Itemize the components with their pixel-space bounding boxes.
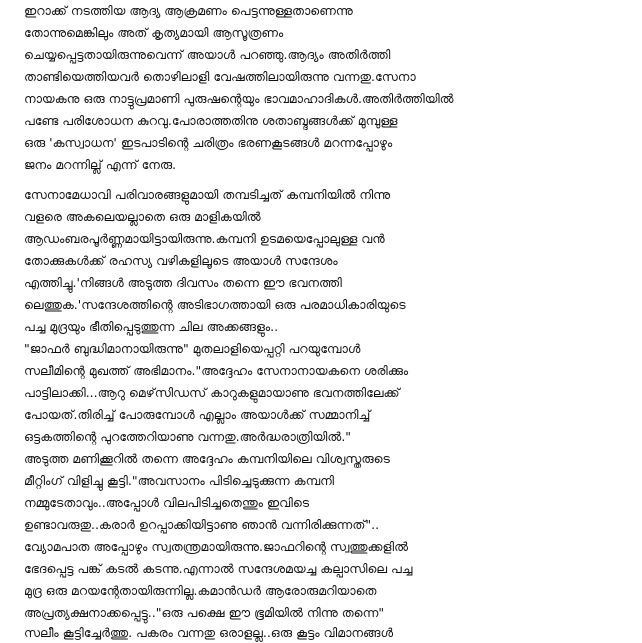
text-line: ഇറാക്ക് നടത്തിയ ആദ്യ ആക്രമണം പെട്ടന്നുള്ളതാണെന്നു (24, 3, 353, 18)
text-line: പണ്ടേ പരിശോധന കുറവു.പോരാത്തതിനു ശതാബ്ദങ്ങൾക്ക് മുമ്പുള്ള (24, 113, 398, 128)
text-line: ഒട്ടകത്തിന്റെ പുറത്തേറിയാണു വന്നതു.അർദ്ധരാത്രിയിൽ." (24, 429, 352, 444)
text-line: ചെയ്യപ്പെട്ടതായിരുന്നുവെന്ന് അയാൾ പറഞ്ഞു.ആദ്യം അതിർത്തി (24, 47, 391, 62)
text-line: പാട്ടിലാക്കി...ആറു മെഴ്‌സിഡസ് കാറുകളുമായാണു ഭവനത്തിലേക്ക് (24, 385, 400, 400)
text-line: ഉണ്ടാവരുതു..കരാർ ഉറപ്പാക്കിയിട്ടാണു ഞാൻ വന്നിരിക്കുന്നത്".. (24, 517, 380, 532)
text-line: മീറ്റിംഗ് വിളിച്ചു കൂട്ടി."അവസാനം പിടിച്ചെടുക്കുന്ന കമ്പനി (24, 473, 334, 488)
text-line: മുദ്ര ഒരു മറയന്റേതായിരുന്നില്ല.കമാൻഡർ ആരോരുമറിയാതെ (24, 583, 377, 598)
text-line: നായകനു ഒരു നാട്ടുപ്രമാണി പുരുഷന്റെയും ഭാവമാഹാദികൾ.അതിർത്തിയിൽ (24, 91, 454, 106)
text-line: സേനാമേധാവി പരിവാരങ്ങളുമായി തമ്പടിച്ചത് കമ്പനിയിൽ നിന്നു (24, 187, 391, 202)
text-line: ജനം മറന്നില്ല് എന്ന് നേരു. (24, 157, 177, 172)
text-line: ലെത്തുക.'സന്ദേശത്തിന്റെ അടിഭാഗത്തായി ഒരു പരമാധികാരിയുടെ (24, 297, 406, 312)
text-line: എത്തിച്ചു.'നിങ്ങൾ അടുത്ത ദിവസം തന്നെ ഈ ഭവനത്തി (24, 275, 342, 290)
text-line: വളരെ അകലെയല്ലാതെ ഒരു മാളികയിൽ (24, 209, 261, 224)
text-line: തോന്നുമെങ്കിലും അത് കൃത്യമായി ആസൂത്രണം (24, 25, 284, 40)
text-line: അപ്രത്യക്ഷനാക്കപ്പെട്ടു.."ഒരു പക്ഷെ ഈ ഭൂമിയിൽ നിന്നു തന്നെ" (24, 605, 385, 620)
text-line: അടുത്ത മണിക്കൂറിൽ തന്നെ അദ്ദേഹം കമ്പനിയിലെ വിശ്വസ്തരുടെ (24, 451, 390, 466)
text-line: "ജാഫർ ബുദ്ധിമാനായിരുന്നു" മുതലാളിയെപ്പറ്റി പറയുമ്പോൾ (24, 341, 361, 356)
text-line: വ്യോമപാത അപ്പോഴും സ്വതന്ത്രമായിരുന്നു.ജാഫറിന്റെ സ്വത്തുക്കളിൽ (24, 539, 409, 554)
text-line: ആഡംബരപൂർണ്ണമായിട്ടായിരുന്നു.കമ്പനി ഉടമയെപ്പോലുള്ള വൻ (24, 231, 385, 246)
text-line: നമ്മുടേതാവും..അപ്പോൾ വിലപിടിച്ചതെന്തും ഇവിടെ (24, 495, 310, 510)
text-line: ഭേദപ്പെട്ട പങ്ക് കടൽ കടന്നു.എന്നാൽ സന്ദേശമയച്ച കല്പാസിലെ പച്ച (24, 561, 413, 576)
text-line: തോക്കുകൾക്ക് രഹസ്യ വഴികളിലൂടെ അയാൾ സന്ദേശം (24, 253, 338, 268)
text-line: ഒരു 'കസ്വാധന' ഇടപാടിന്റെ ചരിത്രം ഭരണകൂടങ്ങൾ മറന്നപ്പോഴും (24, 135, 393, 150)
text-line: പച്ച മുദ്രയും ഭീതിപ്പെടുത്തുന്ന ചില അക്കങ്ങളും.. (24, 319, 279, 334)
text-line: സലീമിന്റെ മുഖത്ത് അഭിമാനം."അദ്ദേഹം സേനാനായകനെ ശരിക്കും (24, 363, 409, 378)
text-line: പോയത്.തിരിച്ച് പോരുമ്പോൾ എല്ലാം അയാൾക്ക് സമ്മാനിച്ച് (24, 407, 371, 422)
text-line: താണ്ടിയെത്തിയവർ തൊഴിലാളി വേഷത്തിലായിരുന്നു വന്നതു.സേനാ (24, 69, 416, 84)
text-line: സലീം കൂട്ടിച്ചേർത്തു. പകരം വന്നതു ഒരാളല്ല..ഒരു കൂട്ടം വിമാനങ്ങൾ (24, 625, 394, 640)
